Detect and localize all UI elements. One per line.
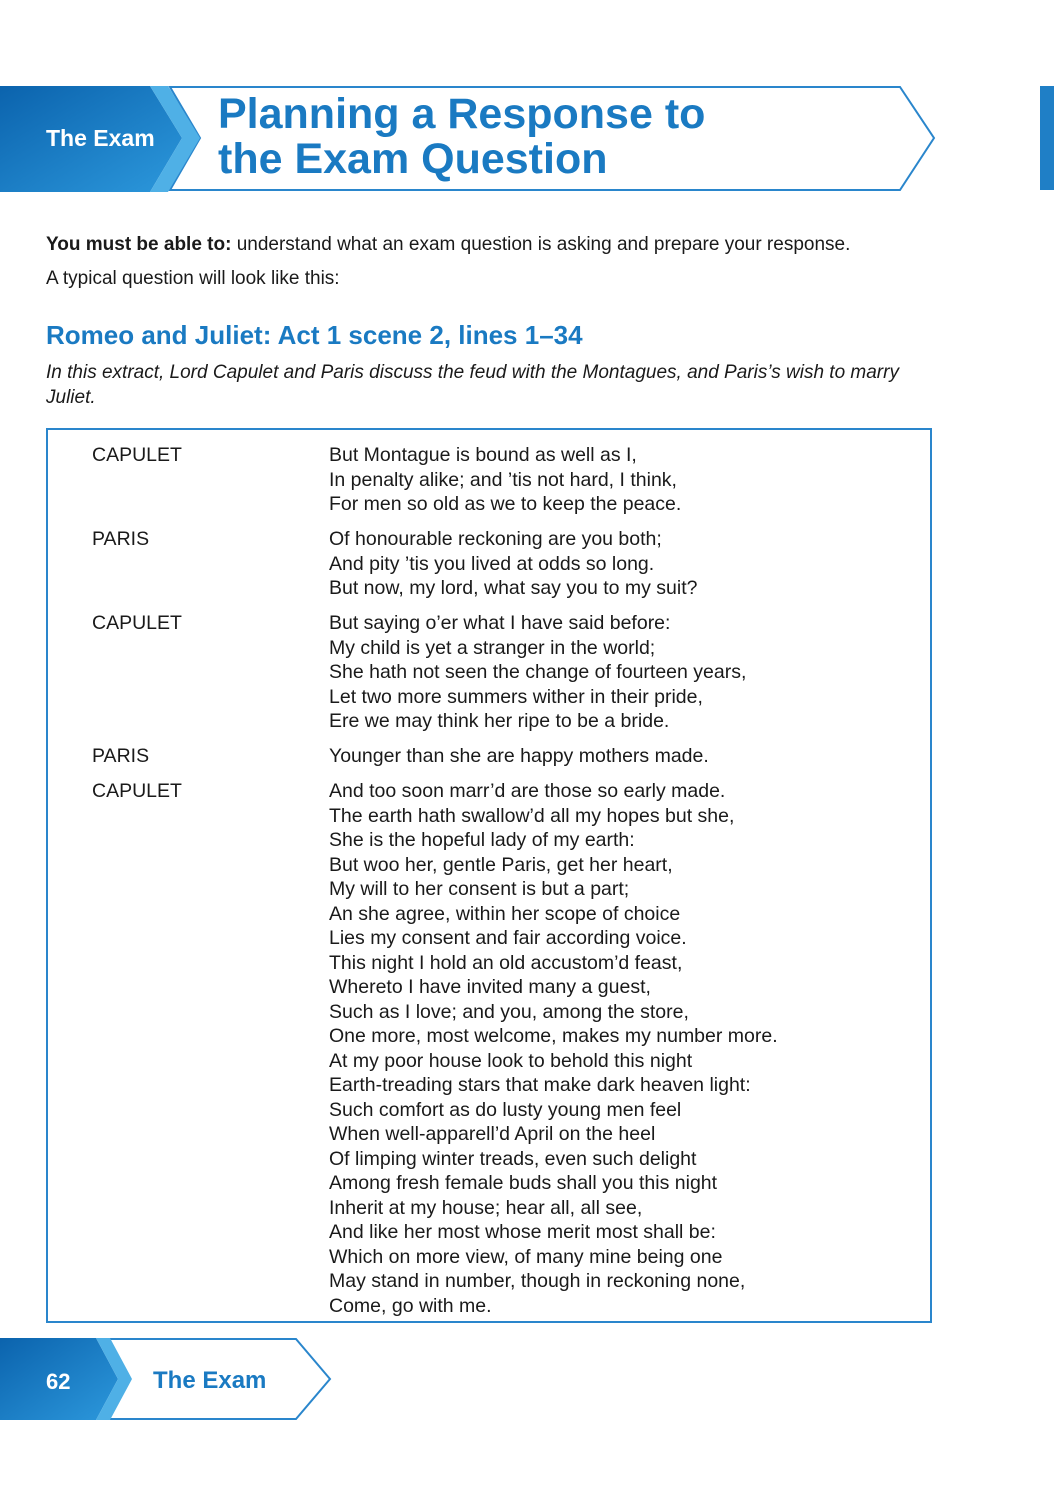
verse-line: Among fresh female buds shall you this night <box>329 1172 718 1194</box>
speech-lines <box>329 527 919 601</box>
objective-lead: You must be able to: <box>46 234 232 255</box>
page-number: 62 <box>46 1369 71 1394</box>
verse-line: But Montague is bound as well as I, <box>329 444 637 466</box>
verse-line: Earth-treading stars that make dark heaven light: <box>329 1074 751 1096</box>
speech-lines <box>329 611 919 734</box>
verse-line: And pity ’tis you lived at odds so long. <box>329 552 655 575</box>
verse-line: At my poor house look to behold this night <box>329 1049 693 1072</box>
speaker-name: CAPULET <box>92 612 182 634</box>
page-title-line2: the Exam Question <box>218 135 608 183</box>
verse-line: Younger than she are happy mothers made. <box>329 745 709 767</box>
verse-line: But saying o’er what I have said before: <box>329 612 671 634</box>
verse-line: Come, go with me. <box>329 1294 492 1317</box>
objective-text: understand what an exam question is asking and prepare your response. <box>231 234 851 255</box>
learning-objective <box>46 232 850 258</box>
verse-line: Such as I love; and you, among the store, <box>329 1000 689 1023</box>
verse-line: But now, my lord, what say you to my suit? <box>329 577 698 599</box>
verse-line: Lies my consent and fair according voice. <box>329 927 687 949</box>
verse-line: She is the hopeful lady of my earth: <box>329 829 635 851</box>
verse-line: Of honourable reckoning are you both; <box>329 528 662 550</box>
speech-lines <box>329 744 919 769</box>
speaker-name: PARIS <box>92 745 150 767</box>
verse-line: And too soon marr’d are those so early made. <box>329 780 726 802</box>
verse-line: Let two more summers wither in their pride, <box>329 685 703 708</box>
speech-lines <box>329 443 919 517</box>
speaker-name: PARIS <box>92 528 150 550</box>
header-section-label: The Exam <box>46 125 155 151</box>
page-title <box>218 92 705 182</box>
verse-line: She hath not seen the change of fourteen years, <box>329 661 747 683</box>
footer-section-label: The Exam <box>153 1367 267 1394</box>
speaker-name: CAPULET <box>92 780 182 802</box>
extract-description: In this extract, Lord Capulet and Paris discuss the feud with the Montagues, and Paris’s wish to marry Juliet. <box>46 362 899 408</box>
verse-line: For men so old as we to keep the peace. <box>329 493 682 515</box>
verse-line: The earth hath swallow’d all my hopes but she, <box>329 804 735 827</box>
verse-line: And like her most whose merit most shall be: <box>329 1221 716 1243</box>
speech-lines <box>329 779 919 1318</box>
verse-line: When well-apparell’d April on the heel <box>329 1123 656 1145</box>
verse-line: One more, most welcome, makes my number more. <box>329 1025 778 1047</box>
verse-line: In penalty alike; and ’tis not hard, I think, <box>329 468 677 491</box>
verse-line: But woo her, gentle Paris, get her heart, <box>329 853 673 876</box>
verse-line: This night I hold an old accustom’d feast, <box>329 951 683 974</box>
side-tab-marker <box>1040 86 1054 190</box>
verse-line: Whereto I have invited many a guest, <box>329 976 651 998</box>
verse-line: Such comfort as do lusty young men feel <box>329 1098 682 1121</box>
extract-box <box>46 428 932 1323</box>
verse-line: Inherit at my house; hear all, all see, <box>329 1196 643 1219</box>
page-title-line1: Planning a Response to <box>218 90 706 138</box>
verse-line: My will to her consent is but a part; <box>329 878 630 900</box>
verse-line: Which on more view, of many mine being one <box>329 1245 723 1268</box>
verse-line: My child is yet a stranger in the world; <box>329 636 656 659</box>
verse-line: Of limping winter treads, even such delight <box>329 1147 697 1170</box>
verse-line: An she agree, within her scope of choice <box>329 902 681 925</box>
speaker-name: CAPULET <box>92 444 182 466</box>
verse-line: Ere we may think her ripe to be a bride. <box>329 710 670 732</box>
extract-title: Romeo and Juliet: Act 1 scene 2, lines 1–34 <box>46 320 583 350</box>
verse-line: May stand in number, though in reckoning none, <box>329 1270 746 1292</box>
typical-question-note: A typical question will look like this: <box>46 268 340 289</box>
